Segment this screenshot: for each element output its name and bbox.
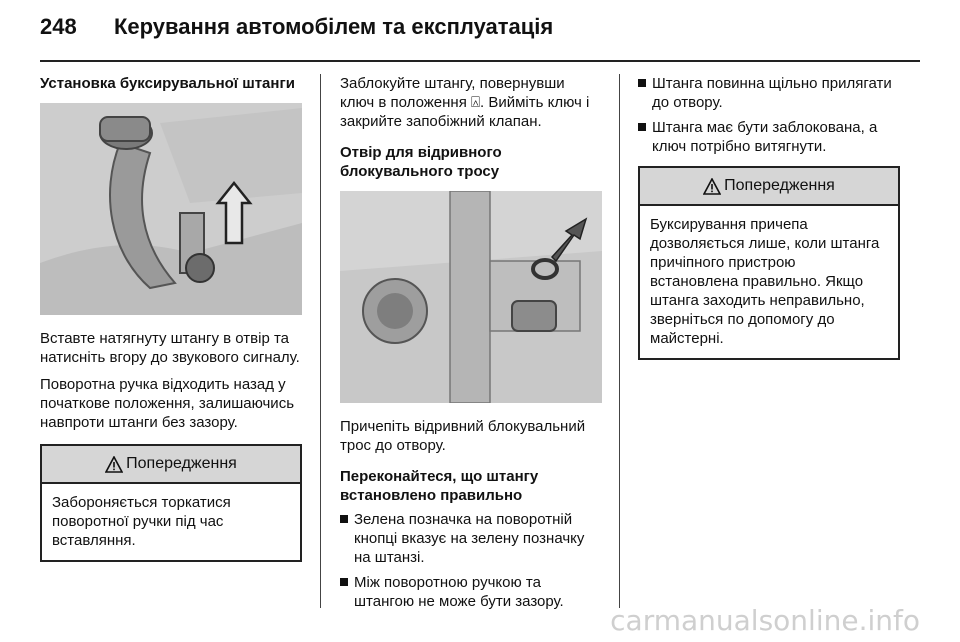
bullet-list	[638, 74, 900, 156]
paragraph: Причепіть відривний блокувальний трос до отвору.	[340, 418, 586, 454]
warning-triangle-icon	[703, 178, 721, 195]
paragraph: Вставте натягнуту штангу в отвір та натисніть вгору до звукового сигналу.	[40, 330, 300, 366]
bullet-square-icon	[638, 123, 646, 131]
list-item-text: Між поворотною ручкою та штангою не може бути зазору.	[354, 574, 564, 610]
subheading: Переконайтеся, що штангу встановлено правильно	[340, 468, 539, 504]
column-divider-2	[619, 74, 620, 608]
warning-text: Буксирування причепа дозволяється лише, коли штанга причіпного пристрою встановлена правильно. Якщо штанга заходить неправильно, зверніться по допомогу до майстерні.	[650, 216, 880, 347]
column-3	[638, 74, 900, 360]
warning-triangle-icon	[105, 456, 123, 473]
list-item-text: Зелена позначка на поворотній кнопці вказує на зелену позначку на штанзі.	[354, 511, 585, 566]
list-item-text: Штанга має бути заблокована, а ключ потрібно витягнути.	[652, 119, 878, 155]
warning-text: Забороняється торкатися поворотної ручки під час вставляння.	[52, 494, 231, 549]
paragraph: Заблокуйте штангу, повернувши ключ в положення ⍓. Вийміть ключ і закрийте запобіжний клапан.	[340, 75, 590, 130]
list-item-text: Штанга повинна щільно прилягати до отвору.	[652, 75, 892, 111]
header-rule	[40, 60, 920, 62]
page-header	[40, 14, 553, 44]
warning-title: Попередження	[724, 177, 835, 194]
tow-bar-illustration	[40, 103, 302, 315]
list-item	[340, 510, 602, 567]
bullet-square-icon	[340, 578, 348, 586]
page-title: Керування автомобілем та експлуатація	[114, 14, 554, 39]
warning-header	[640, 168, 898, 206]
list-item	[638, 118, 900, 156]
list-item	[638, 74, 900, 112]
column-1	[40, 74, 302, 562]
watermark: carmanualsonline.info	[610, 604, 920, 637]
warning-box	[40, 444, 302, 562]
subheading: Отвір для відривного блокувального тросу	[340, 144, 502, 180]
column-divider-1	[320, 74, 321, 608]
bullet-square-icon	[638, 79, 646, 87]
column-2	[340, 74, 602, 617]
section-heading: Установка буксирувальної штанги	[40, 75, 295, 92]
page-number: 248	[40, 14, 77, 39]
warning-header	[42, 446, 300, 484]
warning-box	[638, 166, 900, 360]
breakaway-cable-eye-illustration	[340, 191, 602, 403]
paragraph: Поворотна ручка відходить назад у початкове положення, залишаючись навпроти штанги без зазору.	[40, 376, 295, 431]
bullet-square-icon	[340, 515, 348, 523]
bullet-list	[340, 510, 602, 611]
warning-title: Попередження	[126, 455, 237, 472]
list-item	[340, 573, 602, 611]
